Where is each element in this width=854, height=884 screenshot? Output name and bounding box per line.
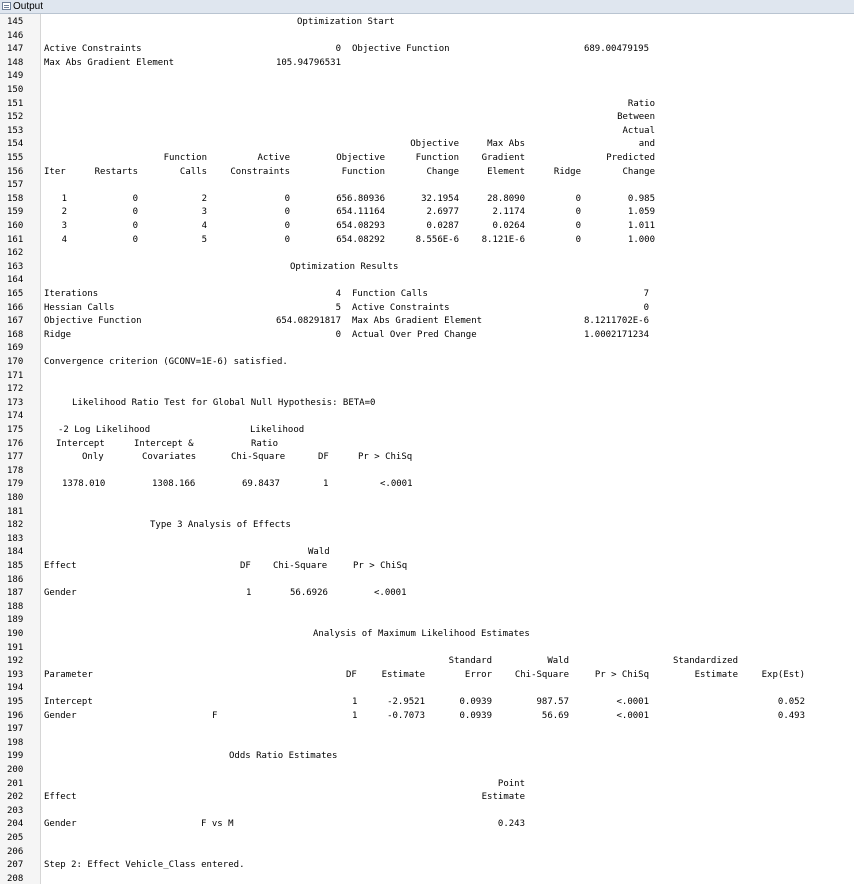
output-text: DF <box>240 561 251 571</box>
line-number: 198 <box>7 737 24 748</box>
output-text: Hessian Calls <box>44 302 115 313</box>
output-titlebar <box>0 0 854 14</box>
line-number: 205 <box>7 833 24 843</box>
output-line <box>0 397 854 411</box>
output-text: 654.11164 <box>336 207 385 218</box>
line-number: 195 <box>7 697 24 707</box>
output-text: 1.0002171234 <box>583 329 649 340</box>
output-line <box>0 43 854 57</box>
output-text: 8.1211702E-6 <box>583 316 649 327</box>
line-number: 166 <box>7 302 24 313</box>
output-text: 5 <box>335 302 341 313</box>
line-number: 157 <box>7 180 24 191</box>
output-text: -0.7073 <box>387 710 425 721</box>
output-text: 0.052 <box>777 697 805 707</box>
output-text: <.0001 <box>374 588 407 599</box>
output-text: 0.0287 <box>426 221 459 231</box>
output-text: Likelihood <box>250 425 305 435</box>
output-line <box>0 138 854 152</box>
output-text: Change <box>622 166 655 177</box>
output-line <box>0 315 854 329</box>
line-number: 177 <box>7 452 24 463</box>
output-line <box>0 465 854 479</box>
line-number: 159 <box>7 207 24 218</box>
output-text: Function Calls <box>352 289 428 299</box>
output-text: Estimate <box>381 669 425 680</box>
output-text: 4 <box>61 234 67 245</box>
line-number: 151 <box>7 98 24 109</box>
output-text: <.0001 <box>616 697 649 707</box>
output-line <box>0 614 854 628</box>
output-text: DF <box>346 669 357 680</box>
line-number: 178 <box>7 465 24 476</box>
output-text: 2 <box>201 193 207 204</box>
output-text: 28.8090 <box>487 193 525 204</box>
output-line <box>0 791 854 805</box>
output-text: Between <box>617 112 655 123</box>
output-text: Type 3 Analysis of Effects <box>150 520 291 531</box>
line-number: 192 <box>7 656 24 667</box>
output-text: 0 <box>575 221 581 231</box>
output-text: Pr > ChiSq <box>353 561 408 571</box>
output-text: 1 <box>352 710 358 721</box>
output-text: Gender <box>44 819 77 830</box>
output-text: 1.059 <box>627 207 655 218</box>
output-line <box>0 560 854 574</box>
line-number: 202 <box>7 792 24 803</box>
output-line <box>0 628 854 642</box>
output-text: 0 <box>575 207 581 218</box>
output-text: Active <box>257 153 290 163</box>
output-text: Exp(Est) <box>761 669 805 680</box>
output-line <box>0 723 854 737</box>
output-line <box>0 166 854 180</box>
output-text: 0 <box>643 302 649 313</box>
output-line <box>0 574 854 588</box>
output-text: Intercept <box>56 438 105 449</box>
output-text: Calls <box>179 166 207 177</box>
output-text: Iterations <box>44 289 99 299</box>
output-text: 0.0939 <box>459 710 492 721</box>
output-text: 2.6977 <box>426 207 459 218</box>
line-number: 187 <box>7 588 24 599</box>
output-text: 0 <box>575 234 581 245</box>
output-text: Change <box>426 166 459 177</box>
output-text: 1.011 <box>627 221 655 231</box>
output-text: Convergence criterion (GCONV=1E-6) satisfied. <box>44 357 288 367</box>
line-number: 189 <box>7 615 24 626</box>
output-text: Analysis of Maximum Likelihood Estimates <box>313 629 530 639</box>
output-text: 7 <box>643 289 649 299</box>
output-text: 2 <box>61 207 67 218</box>
line-number: 208 <box>7 873 24 884</box>
output-text: 56.6926 <box>290 588 328 599</box>
line-number: 146 <box>7 30 24 41</box>
output-text: 8.121E-6 <box>481 234 525 245</box>
output-text: Odds Ratio Estimates <box>229 751 338 762</box>
output-line <box>0 342 854 356</box>
output-text: Effect <box>44 792 77 803</box>
output-text: 654.08292 <box>336 234 385 245</box>
output-text: Intercept & <box>134 438 194 449</box>
line-number: 203 <box>7 805 24 816</box>
output-line <box>0 57 854 71</box>
output-text: Element <box>487 166 525 177</box>
output-text: <.0001 <box>616 710 649 721</box>
output-line <box>0 655 854 669</box>
output-line <box>0 111 854 125</box>
output-line <box>0 737 854 751</box>
output-text: Function <box>163 153 207 163</box>
line-number: 190 <box>7 629 24 639</box>
output-text: 1378.010 <box>62 479 106 490</box>
line-number: 201 <box>7 778 24 789</box>
output-text: Estimate <box>694 669 738 680</box>
output-line <box>0 533 854 547</box>
line-number: 145 <box>7 17 24 27</box>
output-text: F <box>212 710 218 721</box>
output-text: 654.08291817 <box>275 316 341 327</box>
output-line <box>0 383 854 397</box>
line-number: 169 <box>7 343 24 354</box>
line-number: 156 <box>7 166 24 177</box>
output-text: Standardized <box>672 656 738 667</box>
line-number: 153 <box>7 125 24 136</box>
output-line <box>0 506 854 520</box>
line-number: 158 <box>7 193 24 204</box>
output-line <box>0 98 854 112</box>
output-text: Standard <box>448 656 492 667</box>
output-line <box>0 546 854 560</box>
line-number: 180 <box>7 493 24 503</box>
line-number: 163 <box>7 261 24 272</box>
output-line <box>0 424 854 438</box>
output-text: <.0001 <box>380 479 413 490</box>
line-number: 147 <box>7 44 24 55</box>
output-text: Step 2: Effect Vehicle_Class entered. <box>44 860 245 871</box>
output-line <box>0 220 854 234</box>
output-line <box>0 247 854 261</box>
output-text: Ridge <box>44 329 72 340</box>
output-line <box>0 70 854 84</box>
output-text: Optimization Results <box>290 261 399 272</box>
output-line <box>0 682 854 696</box>
line-number: 173 <box>7 397 24 408</box>
output-line <box>0 519 854 533</box>
output-text: Actual Over Pred Change <box>352 329 477 340</box>
line-number: 161 <box>7 234 24 245</box>
line-number: 181 <box>7 506 24 517</box>
line-number: 179 <box>7 479 24 490</box>
line-number: 160 <box>7 221 24 231</box>
output-text: Effect <box>44 561 77 571</box>
output-line <box>0 193 854 207</box>
output-text: 1 <box>352 697 358 707</box>
output-text: 0 <box>335 44 341 55</box>
line-number: 150 <box>7 85 24 95</box>
output-text: Covariates <box>142 452 197 463</box>
output-text: Parameter <box>44 669 93 680</box>
line-number: 154 <box>7 139 24 150</box>
output-text: 8.556E-6 <box>415 234 459 245</box>
output-text: Gradient <box>481 153 525 163</box>
output-line <box>0 587 854 601</box>
output-text: 1 <box>61 193 67 204</box>
line-number: 164 <box>7 275 24 286</box>
output-line <box>0 179 854 193</box>
output-text: 0 <box>132 193 138 204</box>
output-text: Chi-Square <box>514 669 569 680</box>
output-text: Point <box>497 778 525 789</box>
output-text: -2.9521 <box>387 697 425 707</box>
line-number: 171 <box>7 370 24 381</box>
output-line <box>0 846 854 860</box>
output-text: Ratio <box>251 438 279 449</box>
output-text-area[interactable] <box>0 14 854 884</box>
line-number: 194 <box>7 683 24 694</box>
output-text: 0.243 <box>497 819 525 830</box>
output-line <box>0 370 854 384</box>
line-number: 185 <box>7 561 24 571</box>
line-number: 207 <box>7 860 24 871</box>
line-number: 172 <box>7 384 24 395</box>
line-number: 162 <box>7 248 24 259</box>
output-text: Iter <box>44 166 66 177</box>
line-number: 184 <box>7 547 24 558</box>
output-text: -2 Log Likelihood <box>58 425 151 435</box>
output-text: 3 <box>61 221 67 231</box>
output-text: Gender <box>44 588 77 599</box>
output-text: Constraints <box>230 166 290 177</box>
output-line <box>0 261 854 275</box>
output-text: Wald <box>308 547 330 558</box>
output-text: 689.00479195 <box>583 44 649 55</box>
output-line <box>0 152 854 166</box>
output-text: 4 <box>201 221 207 231</box>
line-number: 168 <box>7 329 24 340</box>
output-line <box>0 478 854 492</box>
output-line <box>0 356 854 370</box>
line-number: 200 <box>7 765 24 775</box>
line-number: 175 <box>7 425 24 435</box>
output-text: Max Abs <box>487 139 525 150</box>
output-text: 105.94796531 <box>275 57 341 68</box>
line-number: 199 <box>7 751 24 762</box>
output-text: 0 <box>132 234 138 245</box>
output-text: 654.08293 <box>336 221 385 231</box>
output-text: Gender <box>44 710 77 721</box>
line-number: 174 <box>7 411 24 422</box>
output-text: Error <box>464 669 492 680</box>
output-text: Chi-Square <box>273 561 328 571</box>
output-line <box>0 288 854 302</box>
output-line <box>0 710 854 724</box>
output-text: 4 <box>335 289 341 299</box>
output-text: 0 <box>284 234 290 245</box>
output-text: Max Abs Gradient Element <box>44 57 175 68</box>
output-text: 1 <box>323 479 329 490</box>
output-text: Actual <box>622 125 655 136</box>
output-text: 3 <box>201 207 207 218</box>
output-text: F vs M <box>201 819 234 830</box>
line-number: 183 <box>7 533 24 544</box>
line-number: 182 <box>7 520 24 531</box>
output-line <box>0 818 854 832</box>
output-text: Ridge <box>553 166 581 177</box>
output-line <box>0 234 854 248</box>
line-number: 188 <box>7 601 24 612</box>
output-text: Max Abs Gradient Element <box>352 316 483 327</box>
output-text: Estimate <box>481 792 525 803</box>
output-line <box>0 669 854 683</box>
output-line <box>0 492 854 506</box>
output-text: 0 <box>132 207 138 218</box>
output-text: 0 <box>335 329 341 340</box>
output-text: Chi-Square <box>231 452 286 463</box>
line-number: 165 <box>7 289 24 299</box>
output-text: 1 <box>246 588 252 599</box>
output-text: 1308.166 <box>152 479 196 490</box>
output-text: Optimization Start <box>297 17 395 27</box>
line-number: 197 <box>7 724 24 735</box>
output-line <box>0 642 854 656</box>
output-line <box>0 16 854 30</box>
output-line <box>0 764 854 778</box>
output-line <box>0 750 854 764</box>
output-text: Wald <box>547 656 569 667</box>
output-text: 0 <box>284 221 290 231</box>
output-text: 32.1954 <box>421 193 459 204</box>
output-line <box>0 832 854 846</box>
output-text: Active Constraints <box>352 302 450 313</box>
output-line <box>0 30 854 44</box>
output-text: 0 <box>132 221 138 231</box>
output-text: Predicted <box>606 153 655 163</box>
output-text: 0 <box>575 193 581 204</box>
output-line <box>0 302 854 316</box>
output-line <box>0 438 854 452</box>
output-line <box>0 805 854 819</box>
output-text: 56.69 <box>541 710 569 721</box>
output-text: 0.493 <box>777 710 805 721</box>
output-text: Function <box>415 153 459 163</box>
line-number: 191 <box>7 642 24 653</box>
line-number: 196 <box>7 710 24 721</box>
output-text: 0 <box>284 193 290 204</box>
output-text: 0.0264 <box>492 221 525 231</box>
line-number: 155 <box>7 153 24 163</box>
line-number: 176 <box>7 438 24 449</box>
output-line <box>0 125 854 139</box>
output-line <box>0 873 854 884</box>
output-text: 0 <box>284 207 290 218</box>
output-text: 1.000 <box>627 234 655 245</box>
output-text: Likelihood Ratio Test for Global Null Hypothesis: BETA=0 <box>72 397 376 408</box>
output-line <box>0 451 854 465</box>
output-text: DF <box>318 452 329 463</box>
output-line <box>0 274 854 288</box>
output-text: Function <box>341 166 385 177</box>
line-number: 152 <box>7 112 24 123</box>
output-text: and <box>638 139 655 150</box>
output-text: 5 <box>201 234 207 245</box>
output-line <box>0 206 854 220</box>
output-text: 987.57 <box>536 697 569 707</box>
output-text: Only <box>82 452 104 463</box>
output-text: Objective <box>410 139 459 150</box>
output-line <box>0 859 854 873</box>
line-number: 204 <box>7 819 24 830</box>
output-text: Intercept <box>44 697 93 707</box>
output-line <box>0 778 854 792</box>
line-number: 193 <box>7 669 24 680</box>
output-text: Active Constraints <box>44 44 142 55</box>
output-text: 656.80936 <box>336 193 385 204</box>
line-number: 170 <box>7 357 24 367</box>
line-number: 149 <box>7 71 24 82</box>
output-text: 69.8437 <box>242 479 280 490</box>
line-number: 148 <box>7 57 24 68</box>
output-text: 0.985 <box>627 193 655 204</box>
output-text: Pr > ChiSq <box>358 452 413 463</box>
output-line <box>0 329 854 343</box>
output-text: Restarts <box>94 166 138 177</box>
output-line <box>0 410 854 424</box>
line-number: 206 <box>7 846 24 857</box>
output-window-icon <box>2 2 11 10</box>
output-text: Ratio <box>627 98 655 109</box>
output-text: Pr > ChiSq <box>594 669 649 680</box>
output-line <box>0 601 854 615</box>
output-text: Objective Function <box>352 44 450 55</box>
output-text: Objective Function <box>44 316 142 327</box>
output-text: 2.1174 <box>492 207 525 218</box>
line-number: 186 <box>7 574 24 585</box>
line-number: 167 <box>7 316 24 327</box>
window-title: Output <box>13 1 44 12</box>
output-text: Objective <box>336 153 385 163</box>
output-line <box>0 696 854 710</box>
output-line <box>0 84 854 98</box>
output-text: 0.0939 <box>459 697 492 707</box>
